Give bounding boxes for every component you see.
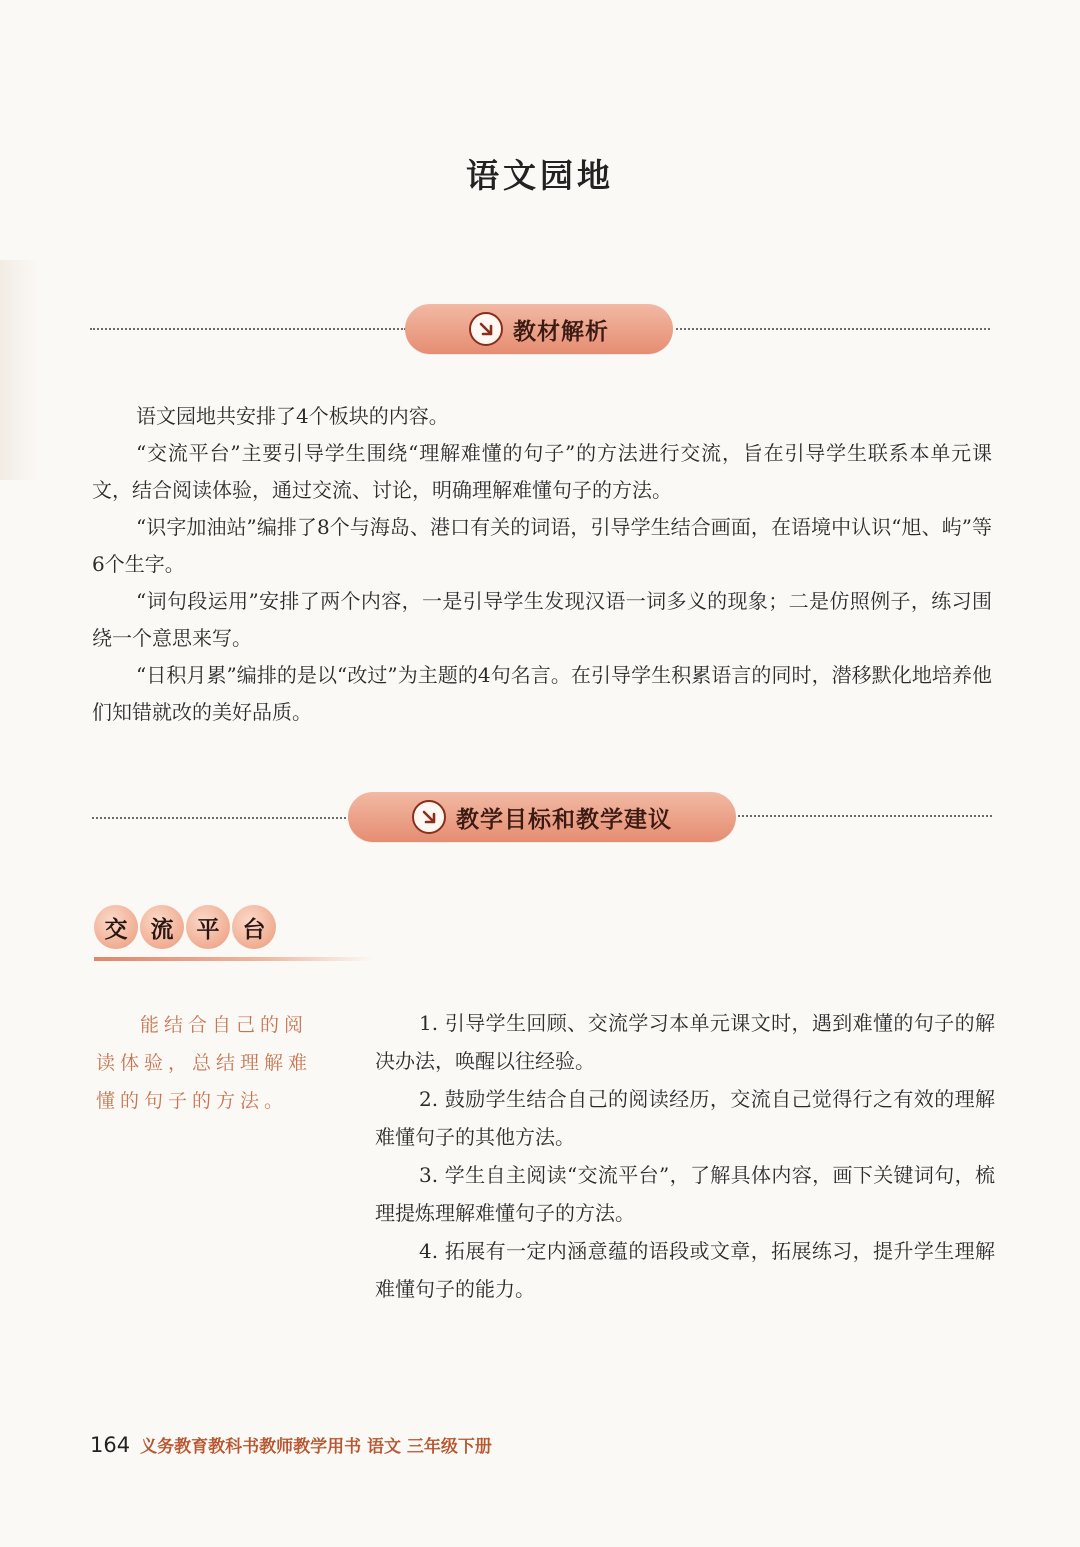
subsection-heading	[94, 905, 278, 949]
page-edge-shadow	[0, 260, 40, 480]
dotted-divider-right	[738, 815, 992, 817]
analysis-body	[92, 398, 992, 731]
dotted-divider-right	[676, 328, 990, 330]
side-note: 能结合自己的阅读体验，总结理解难懂的句子的方法。	[96, 1014, 313, 1112]
paragraph: “日积月累”编排的是以“改过”为主题的4句名言。在引导学生积累语言的同时，潜移默化地培养他们知错就改的美好品质。	[92, 663, 992, 724]
arrow-down-right-circle-icon	[469, 312, 503, 346]
dotted-divider-left	[90, 328, 406, 330]
paragraph: 语文园地共安排了4个板块的内容。	[136, 404, 449, 428]
paragraph: “交流平台”主要引导学生围绕“理解难懂的句子”的方法进行交流，旨在引导学生联系本单元课文，结合阅读体验，通过交流、讨论，明确理解难懂句子的方法。	[92, 441, 992, 502]
list-item: 2. 鼓励学生结合自己的阅读经历，交流自己觉得行之有效的理解难懂句子的其他方法。	[375, 1087, 995, 1149]
heading-char: 交	[94, 905, 138, 949]
arrow-down-right-circle-icon	[412, 800, 446, 834]
suggestion-list	[375, 1004, 995, 1308]
section-label: 教学目标和教学建议	[456, 806, 672, 833]
page-title: 语文园地	[466, 156, 614, 195]
page-footer	[90, 1432, 492, 1457]
book-title: 义务教育教科书教师教学用书 语文 三年级下册	[140, 1437, 492, 1457]
section-pill	[405, 304, 673, 354]
page-number: 164	[90, 1433, 131, 1457]
list-item: 1. 引导学生回顾、交流学习本单元课文时，遇到难懂的句子的解决办法，唤醒以往经验。	[375, 1011, 995, 1073]
list-item: 4. 拓展有一定内涵意蕴的语段或文章，拓展练习，提升学生理解难懂句子的能力。	[375, 1239, 995, 1301]
dotted-divider-left	[92, 817, 350, 819]
heading-char: 台	[232, 905, 276, 949]
section-label: 教材解析	[513, 318, 609, 345]
heading-underline	[94, 957, 374, 961]
paragraph: “词句段运用”安排了两个内容，一是引导学生发现汉语一词多义的现象；二是仿照例子，练习围绕一个意思来写。	[92, 589, 992, 650]
heading-char: 平	[186, 905, 230, 949]
list-item: 3. 学生自主阅读“交流平台”，了解具体内容，画下关键词句，梳理提炼理解难懂句子的方法。	[375, 1163, 995, 1225]
section-pill	[348, 792, 736, 842]
paragraph: “识字加油站”编排了8个与海岛、港口有关的词语，引导学生结合画面，在语境中认识“旭、屿”等6个生字。	[92, 515, 992, 576]
heading-char: 流	[140, 905, 184, 949]
